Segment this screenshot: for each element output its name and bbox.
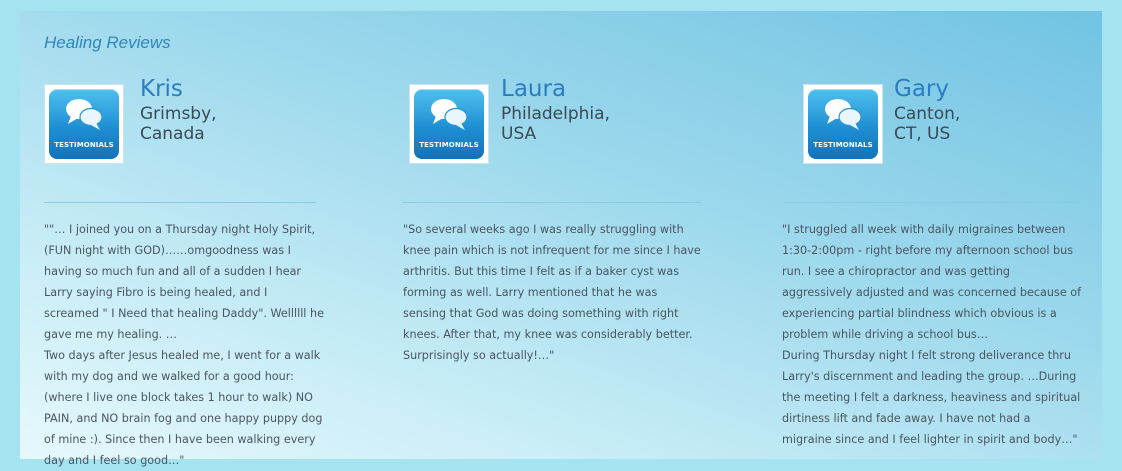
review-paragraph: "So several weeks ago I was really struggling with knee pain which is not infrequent for me since I have arthritis. But this time I felt as if a baker cyst was forming as well. Larry mentioned that he was sensing that God was doing something with right knees. After that, my knee was considerably better. Surprisingly so actually!…" [403, 223, 701, 362]
icon-label: TESTIMONIALS [54, 141, 114, 149]
reviewer-name: Kris [140, 76, 183, 102]
testimonials-icon [44, 84, 124, 164]
speech-bubbles-icon [429, 97, 469, 133]
speech-bubbles-icon [823, 97, 863, 133]
divider [44, 202, 316, 203]
reviewer-name: Gary [894, 76, 949, 102]
review-text [44, 219, 324, 471]
divider [403, 202, 701, 203]
testimonials-icon [803, 84, 883, 164]
reviewer-location: Philadelphia, USA [501, 104, 610, 144]
review-text [403, 219, 703, 366]
icon-label: TESTIMONIALS [419, 141, 479, 149]
reviewer-location: Grimsby, Canada [140, 104, 217, 144]
reviewer-location: Canton, CT, US [894, 104, 961, 144]
divider [783, 202, 1079, 203]
reviews-panel [20, 11, 1102, 467]
review-paragraph: During Thursday night I felt strong deliverance thru Larry's discernment and leading the group. …During the meeting I felt a darkness, heaviness and spiritual dirtiness lift and fade away. I have not had a migraine since and I feel lighter in spirit and body…" [782, 349, 1081, 446]
review-paragraph: ""… I joined you on a Thursday night Holy Spirit, (FUN night with GOD)……omgoodness was I having so much fun and all of a sudden I hear Larry saying Fibro is being healed, and I screamed " I Need that healing Daddy". Wellllll he gave me my healing. … [44, 223, 324, 341]
testimonials-icon [409, 84, 489, 164]
review-paragraph: "I struggled all week with daily migraines between 1:30-2:00pm - right before my afternoon school bus run. I see a chiropractor and was getting aggressively adjusted and was concerned because of experiencing partial blindness which obvious is a problem while driving a school bus… [782, 223, 1082, 341]
speech-bubbles-icon [64, 97, 104, 133]
icon-label: TESTIMONIALS [813, 141, 873, 149]
reviewer-name: Laura [501, 76, 567, 102]
section-heading: Healing Reviews [44, 33, 171, 52]
review-paragraph: Two days after Jesus healed me, I went for a walk with my dog and we walked for a good hour: (where I live one block takes 1 hour to walk) NO PAIN, and NO brain fog and one happy puppy dog of mine :). Since then I have been walking every day and I feel so good…" [44, 349, 323, 467]
review-text [782, 219, 1082, 450]
